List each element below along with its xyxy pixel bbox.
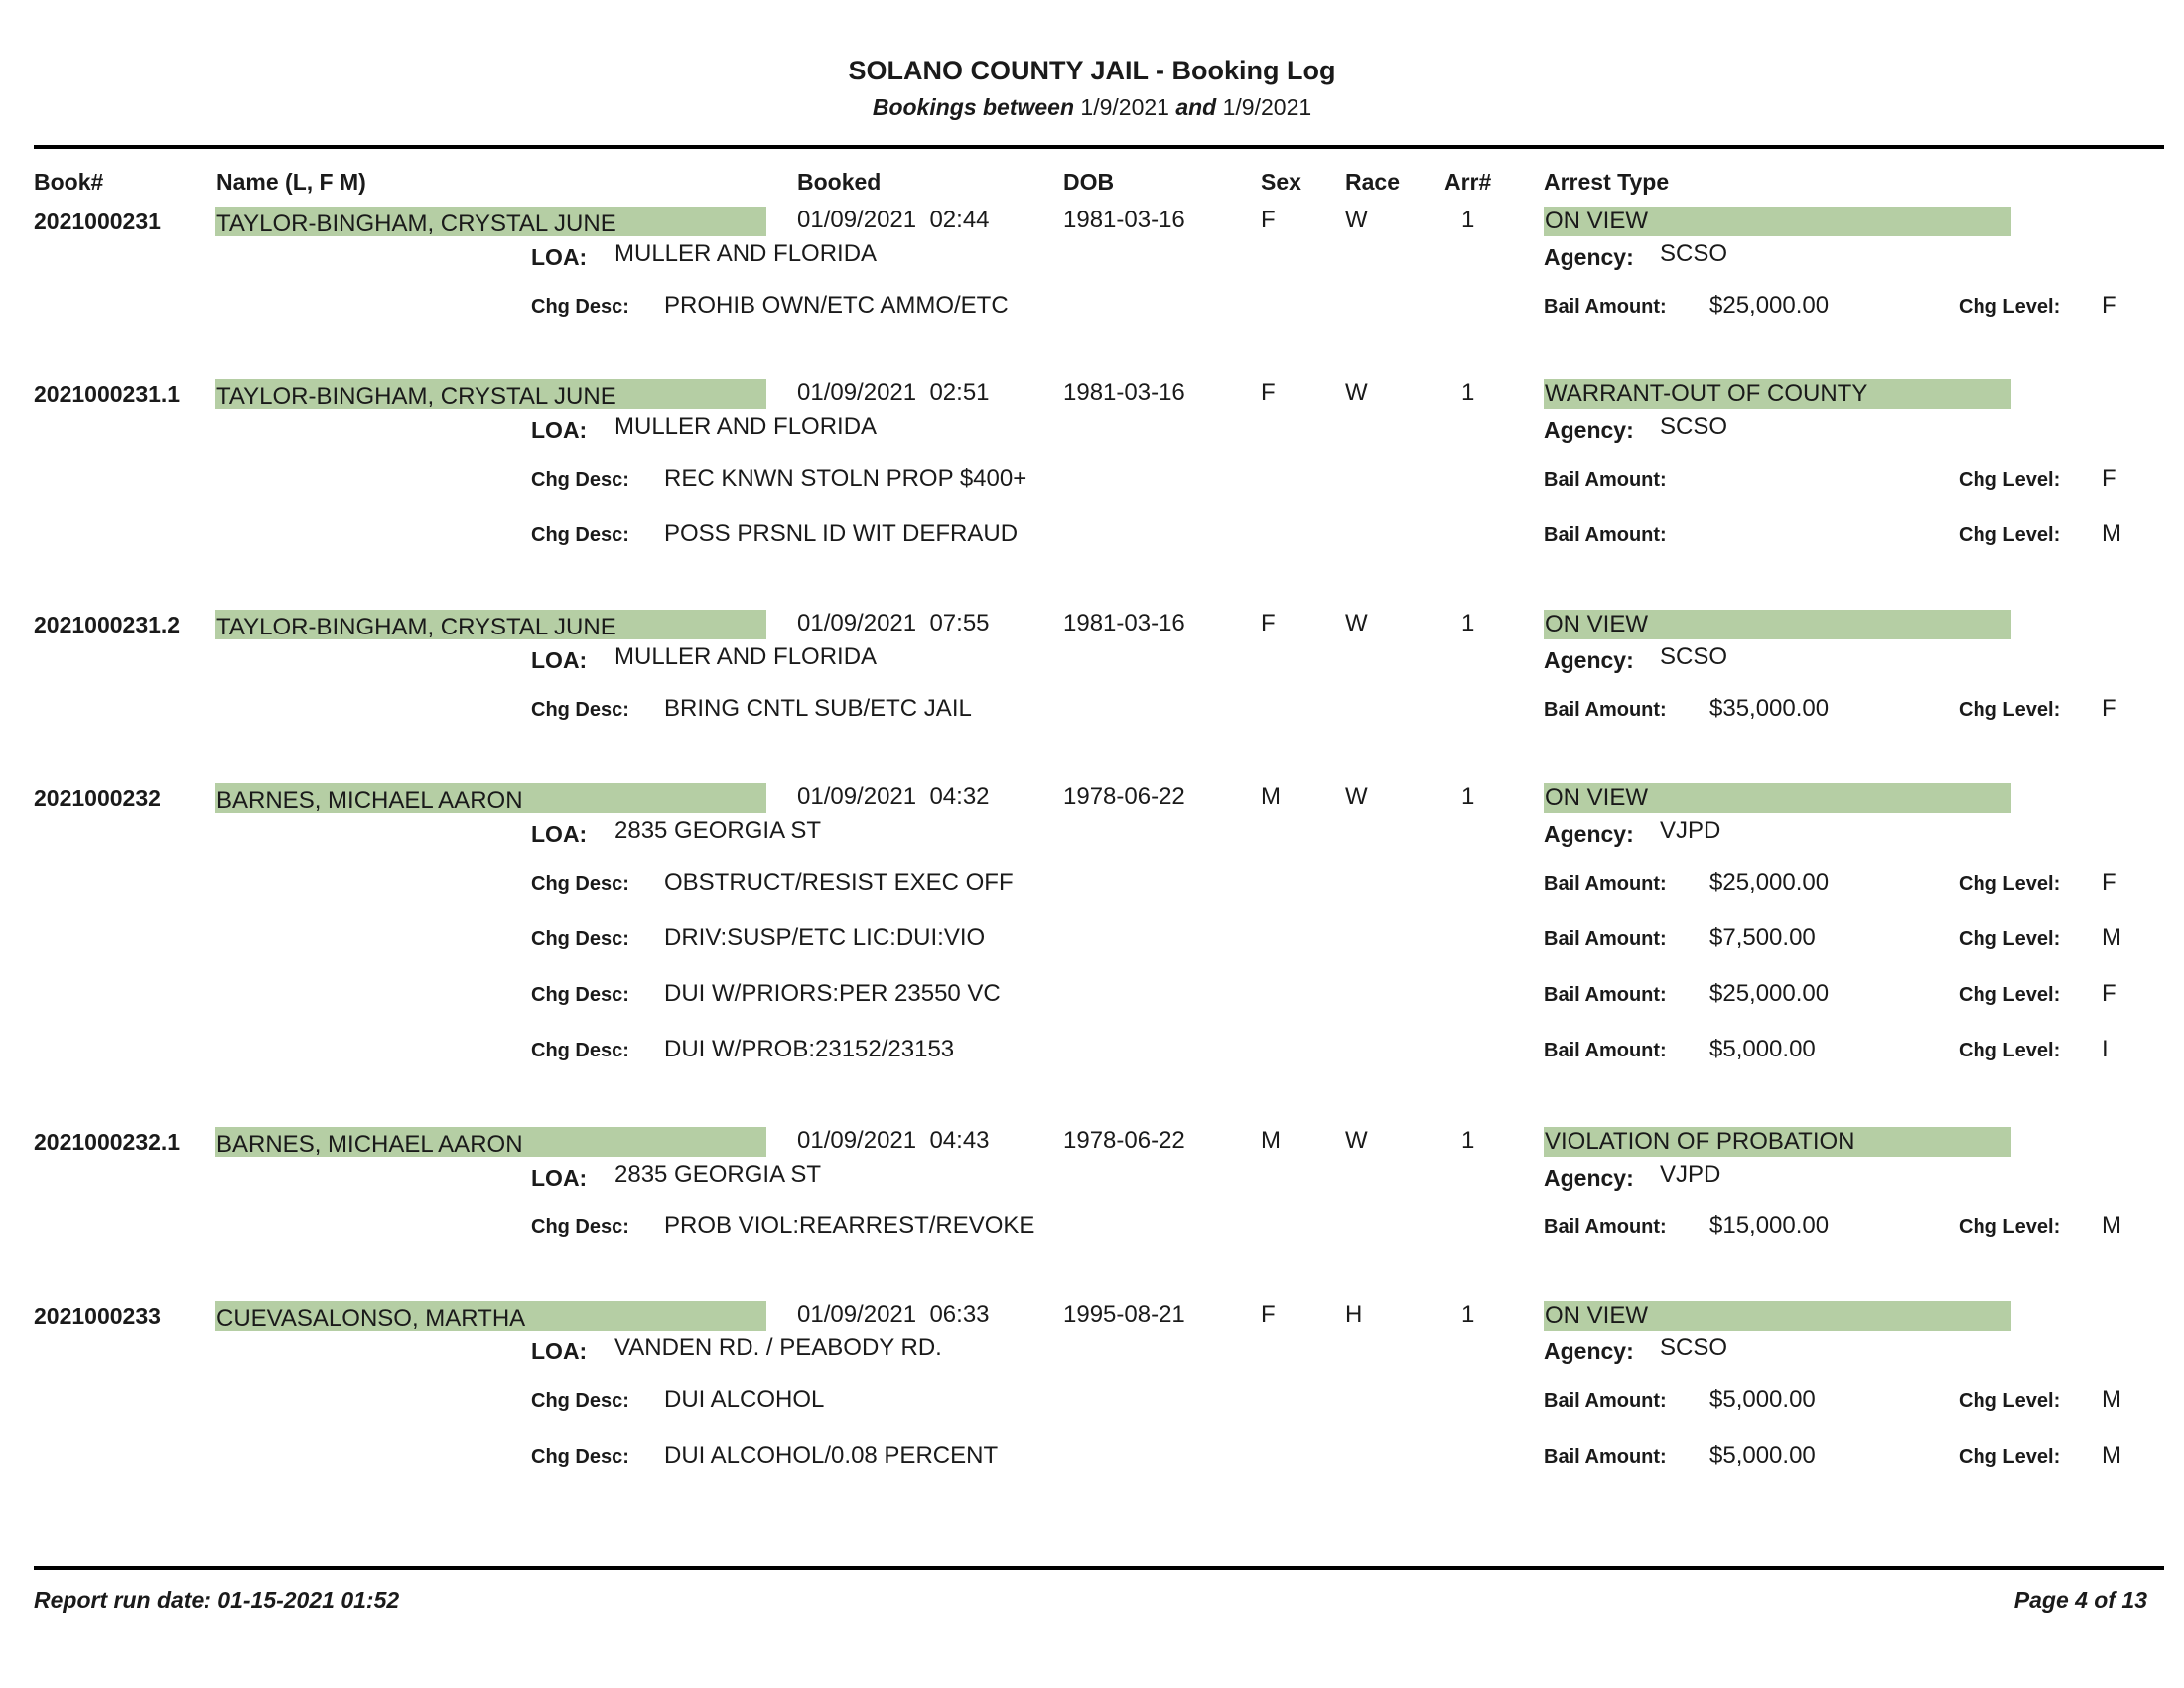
header-sex: Sex	[1261, 169, 1301, 195]
charge-level: F	[2102, 292, 2116, 319]
charge-row	[0, 520, 2184, 550]
charge-description: REC KNWN STOLN PROP $400+	[664, 465, 1027, 492]
loa-value: VANDEN RD. / PEABODY RD.	[614, 1335, 942, 1361]
loa-label: LOA:	[531, 1165, 588, 1191]
charge-level-label: Chg Level:	[1959, 873, 2061, 895]
charge-row	[0, 1212, 2184, 1242]
race-value: H	[1345, 1301, 1363, 1328]
sex-value: F	[1261, 379, 1276, 406]
charge-desc-label: Chg Desc:	[531, 296, 629, 318]
date-of-birth: 1978-06-22	[1063, 1127, 1185, 1154]
charge-level-label: Chg Level:	[1959, 1446, 2061, 1468]
sex-value: F	[1261, 1301, 1276, 1328]
charge-level: M	[2102, 1212, 2121, 1239]
bail-amount: $7,500.00	[1709, 924, 1816, 951]
bail-amount-label: Bail Amount:	[1544, 873, 1667, 895]
charge-level-label: Chg Level:	[1959, 296, 2061, 318]
subtitle-and: and	[1175, 94, 1217, 120]
charge-desc-label: Chg Desc:	[531, 1216, 629, 1238]
agency-label: Agency:	[1544, 417, 1634, 443]
charge-level-label: Chg Level:	[1959, 1040, 2061, 1061]
arrest-type: WARRANT-OUT OF COUNTY	[1544, 379, 2011, 409]
header-book: Book#	[34, 169, 104, 195]
arrest-type: ON VIEW	[1544, 207, 2011, 236]
charge-desc-label: Chg Desc:	[531, 699, 629, 721]
charge-row	[0, 869, 2184, 899]
bail-amount-label: Bail Amount:	[1544, 1446, 1667, 1468]
date-of-birth: 1995-08-21	[1063, 1301, 1185, 1328]
race-value: W	[1345, 379, 1368, 406]
inmate-name: TAYLOR-BINGHAM, CRYSTAL JUNE	[215, 207, 766, 236]
book-number: 2021000232.1	[34, 1129, 181, 1155]
charge-description: POSS PRSNL ID WIT DEFRAUD	[664, 520, 1019, 547]
charge-level: F	[2102, 980, 2116, 1007]
bail-amount-label: Bail Amount:	[1544, 524, 1667, 546]
loa-value: 2835 GEORGIA ST	[614, 817, 822, 844]
loa-label: LOA:	[531, 647, 588, 673]
loa-value: MULLER AND FLORIDA	[614, 240, 878, 267]
agency-label: Agency:	[1544, 1165, 1634, 1191]
charge-desc-label: Chg Desc:	[531, 1446, 629, 1468]
book-number: 2021000233	[34, 1303, 161, 1329]
book-number: 2021000231.2	[34, 612, 181, 637]
bail-amount: $25,000.00	[1709, 869, 1830, 896]
loa-label: LOA:	[531, 1338, 588, 1364]
charge-description: DUI ALCOHOL/0.08 PERCENT	[664, 1442, 999, 1469]
charge-level: M	[2102, 1442, 2121, 1469]
booked-datetime: 01/09/2021 07:55	[797, 610, 990, 636]
charge-level-label: Chg Level:	[1959, 1216, 2061, 1238]
charge-description: DUI W/PROB:23152/23153	[664, 1036, 955, 1062]
charge-row	[0, 292, 2184, 322]
charge-description: DUI ALCOHOL	[664, 1386, 825, 1413]
bail-amount-label: Bail Amount:	[1544, 928, 1667, 950]
agency-label: Agency:	[1544, 821, 1634, 847]
sex-value: M	[1261, 783, 1281, 810]
arrest-type: ON VIEW	[1544, 783, 2011, 813]
page-number: Page 4 of 13	[2013, 1587, 2147, 1613]
inmate-name: BARNES, MICHAEL AARON	[215, 783, 766, 813]
charge-desc-label: Chg Desc:	[531, 1040, 629, 1061]
booked-datetime: 01/09/2021 04:43	[797, 1127, 990, 1154]
charge-row	[0, 695, 2184, 725]
booked-datetime: 01/09/2021 06:33	[797, 1301, 990, 1328]
header-name: Name (L, F M)	[216, 169, 366, 195]
agency-label: Agency:	[1544, 244, 1634, 270]
charge-level-label: Chg Level:	[1959, 928, 2061, 950]
arrest-number: 1	[1461, 610, 1475, 636]
arrest-number: 1	[1461, 379, 1475, 406]
charge-level-label: Chg Level:	[1959, 469, 2061, 491]
booked-datetime: 01/09/2021 02:51	[797, 379, 990, 406]
charge-level: M	[2102, 520, 2121, 547]
agency-label: Agency:	[1544, 647, 1634, 673]
charge-description: DUI W/PRIORS:PER 23550 VC	[664, 980, 1001, 1007]
bail-amount: $5,000.00	[1709, 1442, 1816, 1469]
header-race: Race	[1345, 169, 1400, 195]
charge-desc-label: Chg Desc:	[531, 984, 629, 1006]
sex-value: F	[1261, 207, 1276, 233]
inmate-name: CUEVASALONSO, MARTHA	[215, 1301, 766, 1331]
bail-amount-label: Bail Amount:	[1544, 984, 1667, 1006]
race-value: W	[1345, 207, 1368, 233]
charge-description: BRING CNTL SUB/ETC JAIL	[664, 695, 972, 722]
race-value: W	[1345, 610, 1368, 636]
subtitle-prefix: Bookings between	[872, 94, 1075, 120]
charge-level: F	[2102, 465, 2116, 492]
top-divider	[34, 145, 2164, 149]
arrest-type: ON VIEW	[1544, 1301, 2011, 1331]
charge-description: DRIV:SUSP/ETC LIC:DUI:VIO	[664, 924, 986, 951]
header-booked: Booked	[797, 169, 882, 195]
bail-amount: $35,000.00	[1709, 695, 1830, 722]
charge-level-label: Chg Level:	[1959, 1390, 2061, 1412]
header-arrest-type: Arrest Type	[1544, 169, 1670, 195]
charge-level: M	[2102, 924, 2121, 951]
bail-amount-label: Bail Amount:	[1544, 296, 1667, 318]
charge-level-label: Chg Level:	[1959, 984, 2061, 1006]
charge-row	[0, 1386, 2184, 1416]
charge-level: I	[2102, 1036, 2109, 1062]
agency-label: Agency:	[1544, 1338, 1634, 1364]
arrest-number: 1	[1461, 1301, 1475, 1328]
arrest-type: VIOLATION OF PROBATION	[1544, 1127, 2011, 1157]
date-to: 1/9/2021	[1222, 94, 1312, 120]
bottom-divider	[34, 1566, 2164, 1570]
charge-desc-label: Chg Desc:	[531, 1390, 629, 1412]
agency-value: SCSO	[1660, 240, 1728, 267]
arrest-number: 1	[1461, 783, 1475, 810]
loa-label: LOA:	[531, 417, 588, 443]
book-number: 2021000231.1	[34, 381, 181, 407]
bail-amount: $5,000.00	[1709, 1036, 1816, 1062]
bail-amount-label: Bail Amount:	[1544, 469, 1667, 491]
book-number: 2021000231	[34, 209, 161, 234]
date-of-birth: 1981-03-16	[1063, 610, 1185, 636]
agency-value: SCSO	[1660, 413, 1728, 440]
bail-amount: $15,000.00	[1709, 1212, 1830, 1239]
agency-value: SCSO	[1660, 1335, 1728, 1361]
loa-value: MULLER AND FLORIDA	[614, 643, 878, 670]
header-dob: DOB	[1063, 169, 1115, 195]
charge-row	[0, 980, 2184, 1010]
arrest-type: ON VIEW	[1544, 610, 2011, 639]
bail-amount: $25,000.00	[1709, 292, 1830, 319]
book-number: 2021000232	[34, 785, 161, 811]
sex-value: M	[1261, 1127, 1281, 1154]
charge-level-label: Chg Level:	[1959, 699, 2061, 721]
header-arr: Arr#	[1444, 169, 1492, 195]
charge-row	[0, 924, 2184, 954]
report-subtitle	[0, 94, 2184, 121]
charge-description: PROB VIOL:REARREST/REVOKE	[664, 1212, 1035, 1239]
charge-description: OBSTRUCT/RESIST EXEC OFF	[664, 869, 1014, 896]
date-of-birth: 1981-03-16	[1063, 379, 1185, 406]
arrest-number: 1	[1461, 1127, 1475, 1154]
charge-level: F	[2102, 695, 2116, 722]
loa-label: LOA:	[531, 821, 588, 847]
agency-value: VJPD	[1660, 1161, 1721, 1188]
date-from: 1/9/2021	[1080, 94, 1169, 120]
loa-label: LOA:	[531, 244, 588, 270]
charge-level: M	[2102, 1386, 2121, 1413]
bail-amount-label: Bail Amount:	[1544, 1040, 1667, 1061]
arrest-number: 1	[1461, 207, 1475, 233]
sex-value: F	[1261, 610, 1276, 636]
date-of-birth: 1978-06-22	[1063, 783, 1185, 810]
agency-value: VJPD	[1660, 817, 1721, 844]
report-title: SOLANO COUNTY JAIL - Booking Log	[848, 56, 1336, 85]
bail-amount: $5,000.00	[1709, 1386, 1816, 1413]
inmate-name: TAYLOR-BINGHAM, CRYSTAL JUNE	[215, 610, 766, 639]
agency-value: SCSO	[1660, 643, 1728, 670]
charge-level-label: Chg Level:	[1959, 524, 2061, 546]
bail-amount-label: Bail Amount:	[1544, 1216, 1667, 1238]
bail-amount: $25,000.00	[1709, 980, 1830, 1007]
charge-desc-label: Chg Desc:	[531, 469, 629, 491]
charge-desc-label: Chg Desc:	[531, 873, 629, 895]
race-value: W	[1345, 1127, 1368, 1154]
date-of-birth: 1981-03-16	[1063, 207, 1185, 233]
booked-datetime: 01/09/2021 02:44	[797, 207, 990, 233]
charge-row	[0, 1442, 2184, 1472]
charge-desc-label: Chg Desc:	[531, 524, 629, 546]
charge-desc-label: Chg Desc:	[531, 928, 629, 950]
race-value: W	[1345, 783, 1368, 810]
report-run-date: Report run date: 01-15-2021 01:52	[34, 1587, 400, 1613]
inmate-name: TAYLOR-BINGHAM, CRYSTAL JUNE	[215, 379, 766, 409]
charge-description: PROHIB OWN/ETC AMMO/ETC	[664, 292, 1009, 319]
charge-level: F	[2102, 869, 2116, 896]
loa-value: MULLER AND FLORIDA	[614, 413, 878, 440]
bail-amount-label: Bail Amount:	[1544, 1390, 1667, 1412]
charge-row	[0, 465, 2184, 494]
inmate-name: BARNES, MICHAEL AARON	[215, 1127, 766, 1157]
loa-value: 2835 GEORGIA ST	[614, 1161, 822, 1188]
bail-amount-label: Bail Amount:	[1544, 699, 1667, 721]
charge-row	[0, 1036, 2184, 1065]
booked-datetime: 01/09/2021 04:32	[797, 783, 990, 810]
